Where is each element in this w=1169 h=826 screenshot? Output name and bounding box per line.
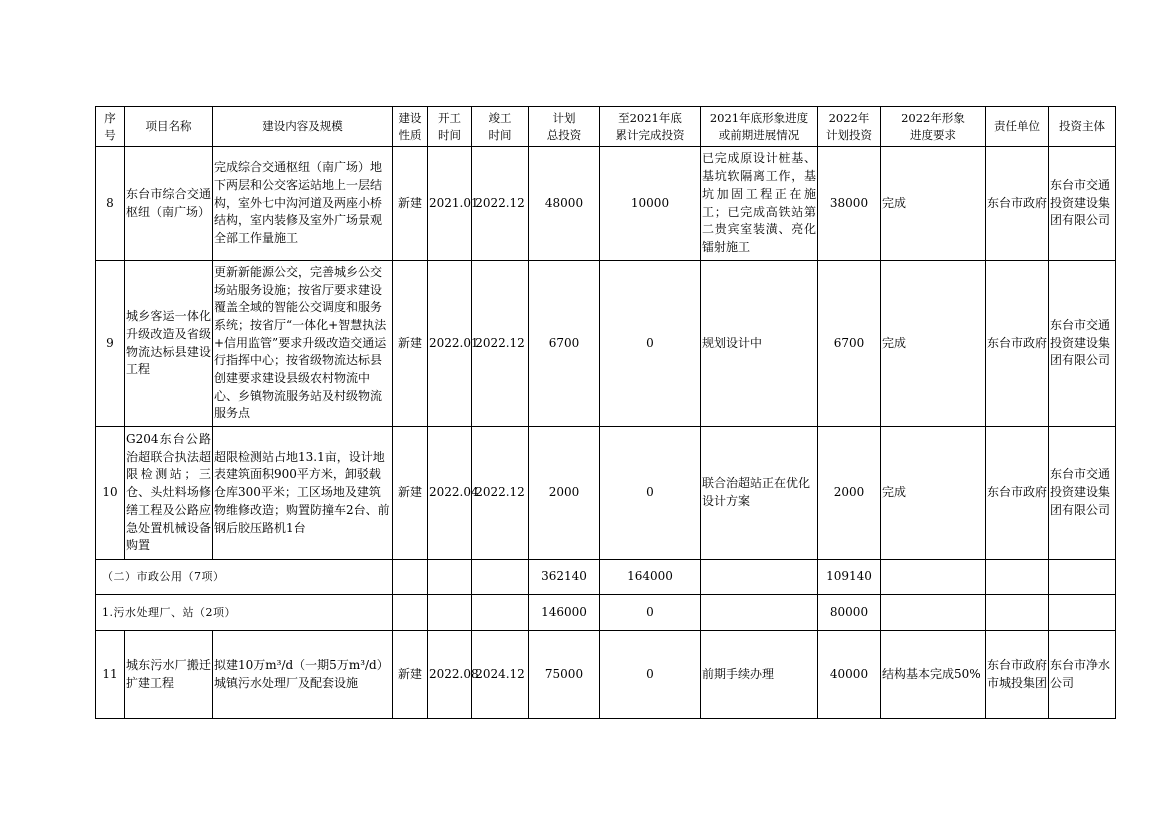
- subtotal-label: （二）市政公用（7项）: [96, 560, 393, 595]
- cell-start: 2022.04: [428, 427, 472, 560]
- empty-cell: [701, 595, 818, 631]
- cell-end: 2022.12: [472, 147, 529, 261]
- empty-cell: [986, 595, 1049, 631]
- cell-progress2021: 联合治超站正在优化设计方案: [701, 427, 818, 560]
- cell-done2021: 0: [600, 261, 701, 427]
- cell-content: 更新新能源公交，完善城乡公交场站服务设施；按省厅要求建设覆盖全域的智能公交调度和服务系统；按省厅“一体化+智慧执法+信用监管”要求升级改造交通运行指挥中心；按省级物流达标县创建要求建设县级农村物流中心、乡镇物流服务站及村级物流服务点: [213, 261, 393, 427]
- cell-name: G204东台公路治超联合执法超限检测站；三仓、头灶料场修缮工程及公路应急处置机械设备购置: [125, 427, 213, 560]
- cell-nature: 新建: [393, 631, 428, 719]
- cell-end: 2022.12: [472, 261, 529, 427]
- header-cell-start: 开工 时间: [428, 107, 472, 147]
- cell-req2022: 完成: [881, 261, 986, 427]
- header-cell-done2021: 至2021年底 累计完成投资: [600, 107, 701, 147]
- cell-start: 2021.01: [428, 147, 472, 261]
- empty-cell: [881, 560, 986, 595]
- cell-plan2022: 40000: [818, 631, 881, 719]
- cell-no: 10: [96, 427, 125, 560]
- cell-start: 2022.08: [428, 631, 472, 719]
- cell-done2021: 10000: [600, 147, 701, 261]
- cell-total: 146000: [529, 595, 600, 631]
- project-table: [95, 106, 1116, 719]
- subtotal-label: 1.污水处理厂、站（2项）: [96, 595, 393, 631]
- cell-content: 完成综合交通枢纽（南广场）地下两层和公交客运站地上一层结构，室外七中沟河道及两座小桥结构，室内装修及室外广场景观全部工作量施工: [213, 147, 393, 261]
- header-cell-req2022: 2022年形象 进度要求: [881, 107, 986, 147]
- cell-investor: 东台市净水公司: [1049, 631, 1116, 719]
- cell-total: 2000: [529, 427, 600, 560]
- cell-total: 362140: [529, 560, 600, 595]
- cell-investor: 东台市交通投资建设集团有限公司: [1049, 147, 1116, 261]
- cell-total: 6700: [529, 261, 600, 427]
- subtotal-row-sewage: [96, 595, 1116, 631]
- cell-investor: 东台市交通投资建设集团有限公司: [1049, 427, 1116, 560]
- cell-plan2022: 2000: [818, 427, 881, 560]
- cell-plan2022: 6700: [818, 261, 881, 427]
- cell-progress2021: 已完成原设计桩基、基坑软隔离工作，基坑加固工程正在施工；已完成高铁站第二贵宾室装潢、亮化镭射施工: [701, 147, 818, 261]
- cell-done2021: 0: [600, 595, 701, 631]
- cell-progress2021: 前期手续办理: [701, 631, 818, 719]
- header-cell-name: 项目名称: [125, 107, 213, 147]
- cell-done2021: 0: [600, 427, 701, 560]
- cell-name: 城乡客运一体化升级改造及省级物流达标县建设工程: [125, 261, 213, 427]
- cell-content: 拟建10万m³/d（一期5万m³/d）城镇污水处理厂及配套设施: [213, 631, 393, 719]
- header-cell-progress2021: 2021年底形象进度 或前期进展情况: [701, 107, 818, 147]
- header-cell-total: 计划 总投资: [529, 107, 600, 147]
- cell-plan2022: 80000: [818, 595, 881, 631]
- unit-line-2: 市城投集团: [987, 675, 1048, 690]
- cell-plan2022: 38000: [818, 147, 881, 261]
- cell-unit: 东台市政府: [986, 427, 1049, 560]
- cell-unit: 东台市政府: [986, 147, 1049, 261]
- cell-total: 48000: [529, 147, 600, 261]
- cell-req2022: 完成: [881, 427, 986, 560]
- empty-cell: [986, 560, 1049, 595]
- cell-start: 2022.01: [428, 261, 472, 427]
- cell-done2021: 0: [600, 631, 701, 719]
- cell-req2022: 结构基本完成50%: [881, 631, 986, 719]
- empty-cell: [393, 560, 428, 595]
- cell-content: 超限检测站占地13.1亩，设计地表建筑面积900平方米，卸驳载仓库300平米；工区场地及建筑物维修改造；购置防撞车2台、前钢后胶压路机1台: [213, 427, 393, 560]
- subtotal-row-municipal: [96, 560, 1116, 595]
- cell-end: 2024.12: [472, 631, 529, 719]
- header-cell-no: 序 号: [96, 107, 125, 147]
- table-row: [96, 631, 1116, 719]
- header-cell-plan2022: 2022年 计划投资: [818, 107, 881, 147]
- cell-unit: [986, 631, 1049, 719]
- header-cell-investor: 投资主体: [1049, 107, 1116, 147]
- cell-plan2022: 109140: [818, 560, 881, 595]
- unit-line-1: 东台市政府: [987, 657, 1048, 672]
- table-row: [96, 427, 1116, 560]
- empty-cell: [701, 560, 818, 595]
- empty-cell: [1049, 560, 1116, 595]
- header-cell-content: 建设内容及规模: [213, 107, 393, 147]
- header-row: [96, 107, 1116, 147]
- empty-cell: [428, 595, 472, 631]
- cell-total: 75000: [529, 631, 600, 719]
- empty-cell: [393, 595, 428, 631]
- cell-progress2021: 规划设计中: [701, 261, 818, 427]
- cell-name: 城东污水厂搬迁扩建工程: [125, 631, 213, 719]
- empty-cell: [1049, 595, 1116, 631]
- cell-name: 东台市综合交通枢纽（南广场）: [125, 147, 213, 261]
- empty-cell: [428, 560, 472, 595]
- empty-cell: [881, 595, 986, 631]
- cell-unit: 东台市政府: [986, 261, 1049, 427]
- cell-no: 8: [96, 147, 125, 261]
- cell-investor: 东台市交通投资建设集团有限公司: [1049, 261, 1116, 427]
- cell-nature: 新建: [393, 147, 428, 261]
- cell-req2022: 完成: [881, 147, 986, 261]
- header-cell-nature: 建设 性质: [393, 107, 428, 147]
- empty-cell: [472, 595, 529, 631]
- table-row: [96, 261, 1116, 427]
- header-cell-unit: 责任单位: [986, 107, 1049, 147]
- empty-cell: [472, 560, 529, 595]
- cell-no: 11: [96, 631, 125, 719]
- cell-nature: 新建: [393, 261, 428, 427]
- cell-done2021: 164000: [600, 560, 701, 595]
- header-cell-end: 竣工 时间: [472, 107, 529, 147]
- cell-no: 9: [96, 261, 125, 427]
- cell-end: 2022.12: [472, 427, 529, 560]
- table-row: [96, 147, 1116, 261]
- cell-nature: 新建: [393, 427, 428, 560]
